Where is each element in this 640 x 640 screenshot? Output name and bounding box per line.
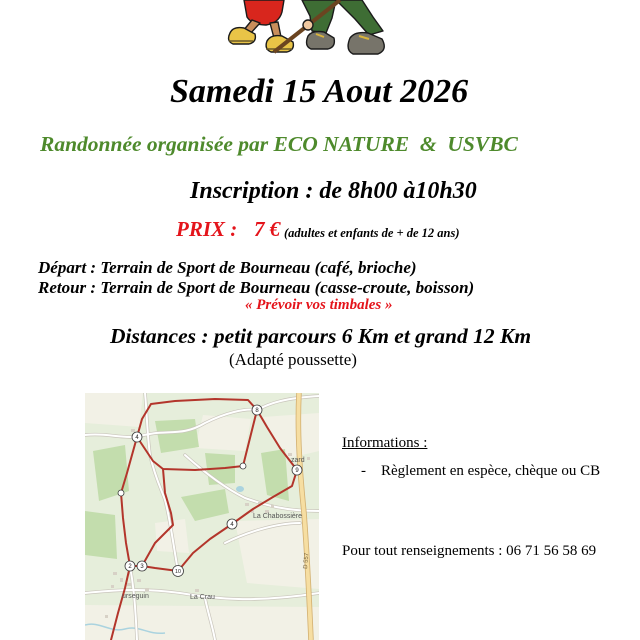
map-waypoint-marker bbox=[173, 566, 184, 577]
map-waypoint-number: 4 bbox=[230, 522, 234, 529]
map-waypoint-number: 9 bbox=[295, 468, 299, 475]
price-amount: 7 € bbox=[254, 217, 281, 241]
map-waypoint-marker bbox=[125, 561, 135, 571]
map-waypoint-marker bbox=[137, 561, 147, 571]
map-waypoint-marker bbox=[252, 405, 262, 415]
route-map bbox=[85, 393, 319, 640]
info-bullet: - bbox=[361, 463, 366, 479]
map-waypoint-number: 2 bbox=[128, 564, 132, 571]
map-label-north-east-hamlet: zard bbox=[291, 457, 305, 464]
info-heading: Informations : bbox=[342, 435, 428, 451]
map-waypoint-marker bbox=[292, 465, 302, 475]
reminder-note: « Prévoir vos timbales » bbox=[245, 296, 393, 313]
registration-hours: Inscription : de 8h00 à10h30 bbox=[190, 178, 477, 204]
map-label-village: urseguin bbox=[122, 593, 149, 600]
green-trousers bbox=[336, 0, 383, 35]
map-label-south-hamlet: La Crau bbox=[190, 594, 215, 601]
event-date: Samedi 15 Aout 2026 bbox=[170, 73, 469, 110]
price-note: (adultes et enfants de + de 12 ans) bbox=[284, 225, 460, 240]
map-label-main-road: D 557 bbox=[303, 552, 311, 570]
hand bbox=[303, 20, 313, 30]
departure-line: Départ : Terrain de Sport de Bourneau (café, brioche) bbox=[38, 258, 417, 277]
map-label-east-hamlet: La Chabossière bbox=[253, 513, 303, 520]
hiking-boot bbox=[348, 33, 384, 54]
contact-phone: Pour tout renseignements : 06 71 56 58 69 bbox=[342, 543, 597, 559]
map-waypoint-marker bbox=[132, 432, 142, 442]
map-waypoint-marker bbox=[227, 519, 237, 529]
hikers-illustration bbox=[222, 0, 394, 60]
return-line: Retour : Terrain de Sport de Bourneau (casse-croute, boisson) bbox=[38, 278, 475, 297]
red-shirt bbox=[244, 0, 284, 25]
map-waypoint-number: 10 bbox=[175, 569, 181, 576]
price-label: PRIX : bbox=[176, 217, 238, 241]
payment-methods: Règlement en espèce, chèque ou CB bbox=[381, 463, 601, 479]
map-waypoint-number: 8 bbox=[255, 408, 259, 415]
hiking-boot bbox=[307, 32, 335, 50]
map-waypoint-number: 3 bbox=[140, 564, 144, 571]
organizer-line: Randonnée organisée par ECO NATURE & USVBC bbox=[40, 132, 518, 156]
stroller-note: (Adapté poussette) bbox=[229, 350, 357, 369]
distances-line: Distances : petit parcours 6 Km et grand 12 Km bbox=[110, 324, 532, 348]
map-waypoint-number: 4 bbox=[135, 435, 139, 442]
